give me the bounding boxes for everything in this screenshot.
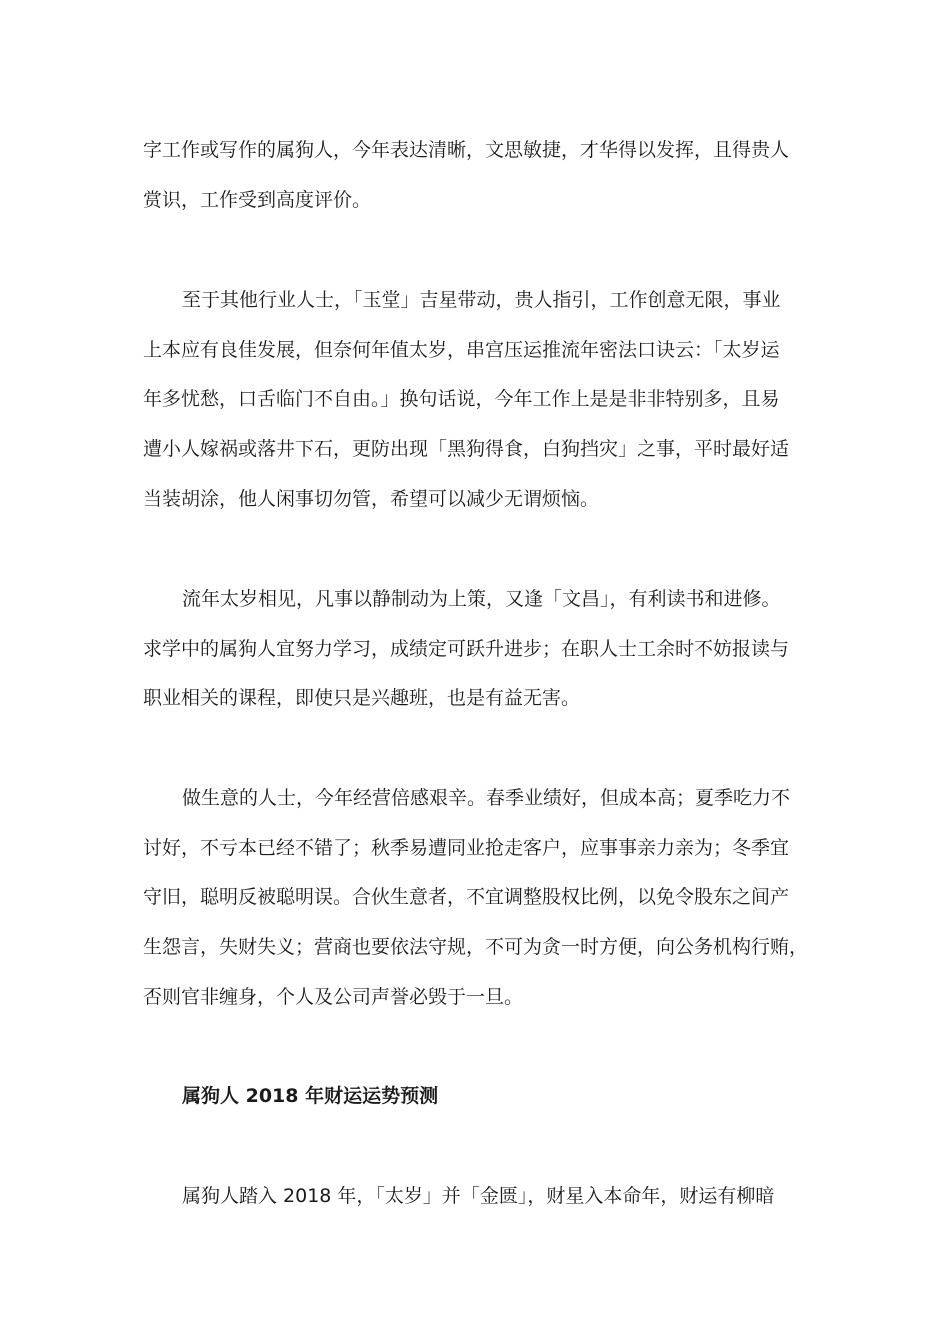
paragraph-writers [143,126,823,225]
paragraph-other-industries [143,276,823,524]
text-line: 生怨言，失财失义；营商也要依法守规，不可为贪一时方便，向公务机构行贿， [143,936,809,959]
text-line: 上本应有良佳发展，但奈何年值太岁，串宫压运推流年密法口诀云：「太岁运 [143,338,780,361]
text-line: 遭小人嫁祸或落井下石，更防出现「黑狗得食，白狗挡灾」之事，平时最好适 [143,438,790,461]
text-line: 职业相关的课程，即使只是兴趣班，也是有益无害。 [143,687,581,710]
text-line: 求学中的属狗人宜努力学习，成绩定可跃升进步；在职人士工余时不妨报读与 [143,637,790,660]
text-line: 否则官非缠身，个人及公司声誉必毁于一旦。 [143,985,524,1008]
text-line: 做生意的人士，今年经营倍感艰辛。春季业绩好，但成本高；夏季吃力不 [182,787,791,809]
text-line: 守旧，聪明反被聪明误。合伙生意者，不宜调整股权比例，以免令股东之间产 [143,886,790,909]
text-line: 当装胡涂，他人闲事切勿管，希望可以减少无谓烦恼。 [143,487,600,510]
paragraph-study [143,575,823,724]
paragraph-wealth [143,1172,823,1222]
text-line: 年多忧愁，口舌临门不自由。」换句话说，今年工作上是是非非特别多，且易 [143,388,780,411]
text-line: 至于其他行业人士，「玉堂」吉星带动，贵人指引，工作创意无限，事业 [182,289,781,311]
paragraph-business [143,774,823,1022]
text-line: 属狗人踏入 2018 年，「太岁」并「金匮」，财星入本命年，财运有柳暗 [182,1185,775,1207]
text-line: 流年太岁相见，凡事以静制动为上策，又逢「文昌」，有利读书和进修。 [182,588,781,610]
text-line: 赏识，工作受到高度评价。 [143,188,372,211]
section-heading: 属狗人 2018 年财运运势预测 [182,1085,439,1107]
text-line: 讨好，不亏本已经不错了；秋季易遭同业抢走客户，应事事亲力亲为；冬季宜 [143,836,790,859]
text-line: 字工作或写作的属狗人，今年表达清晰，文思敏捷，才华得以发挥，且得贵人 [143,139,790,161]
